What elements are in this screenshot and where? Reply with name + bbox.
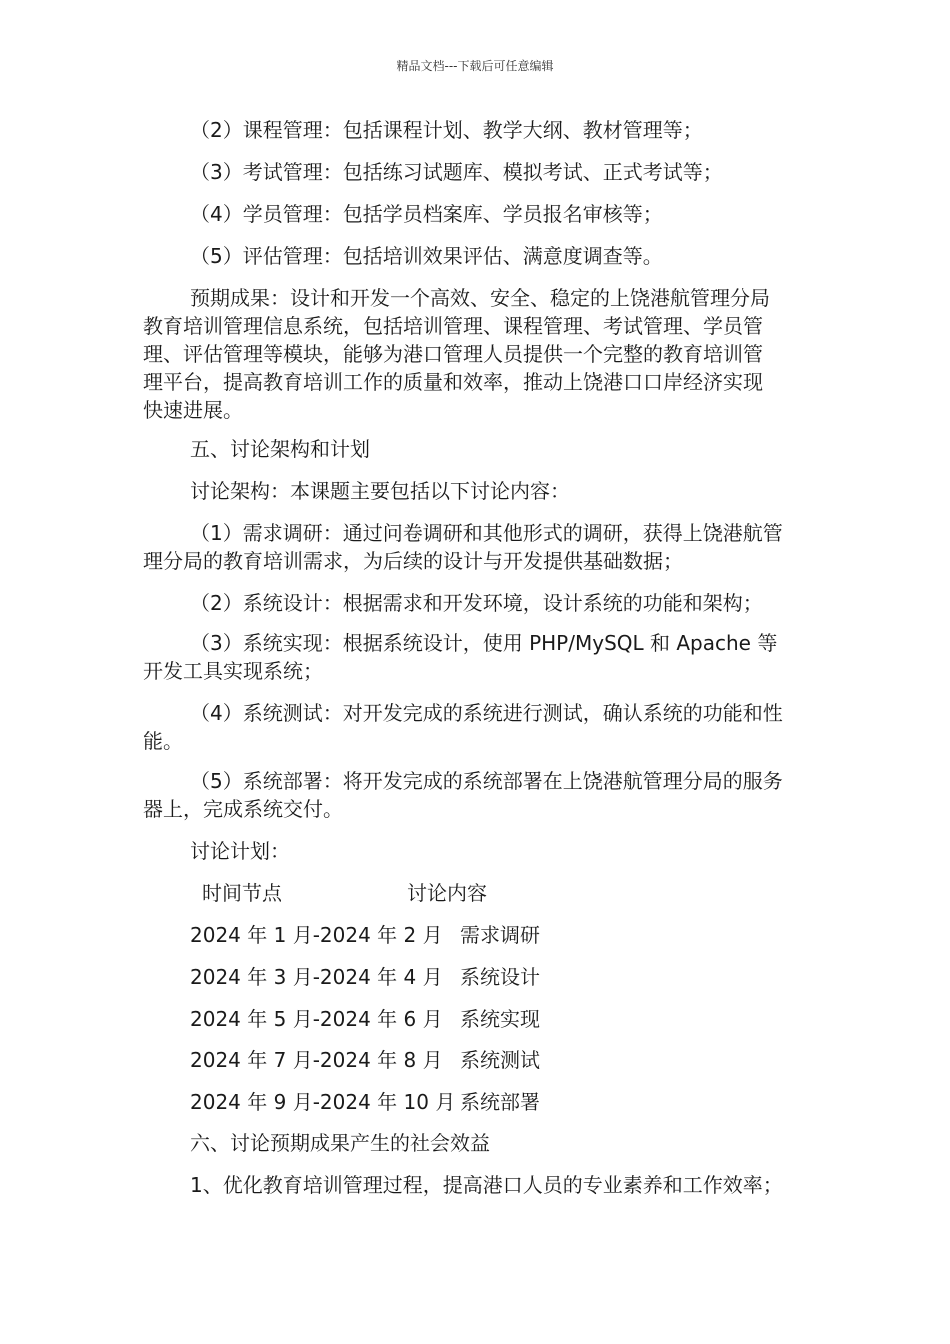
plan-row-time: 2024 年 7 月-2024 年 8 月: [190, 1048, 443, 1072]
plan-row-time: 2024 年 3 月-2024 年 4 月: [190, 965, 443, 989]
framework-item-continued: 能。: [143, 729, 183, 753]
framework-item-continued: 理分局的教育培训需求，为后续的设计与开发提供基础数据；: [143, 549, 683, 573]
expected-results-line: 快速进展。: [143, 398, 243, 422]
plan-row-content: 系统实现: [460, 1007, 540, 1031]
plan-row-content: 系统测试: [460, 1048, 540, 1072]
framework-item-continued: 开发工具实现系统；: [143, 659, 323, 683]
plan-header-time: 时间节点: [202, 881, 282, 905]
framework-item: （4）系统测试：对开发完成的系统进行测试，确认系统的功能和性: [190, 701, 783, 725]
expected-results-line: 预期成果：设计和开发一个高效、安全、稳定的上饶港航管理分局: [190, 286, 770, 310]
module-item: （2）课程管理：包括课程计划、教学大纲、教材管理等；: [190, 118, 703, 142]
plan-row-time: 2024 年 1 月-2024 年 2 月: [190, 923, 443, 947]
framework-item: （1）需求调研：通过问卷调研和其他形式的调研，获得上饶港航管: [190, 521, 783, 545]
framework-item: （2）系统设计：根据需求和开发环境，设计系统的功能和架构；: [190, 591, 763, 615]
expected-results-line: 理、评估管理等模块，能够为港口管理人员提供一个完整的教育培训管: [143, 342, 763, 366]
plan-row-time: 2024 年 5 月-2024 年 6 月: [190, 1007, 443, 1031]
expected-results-line: 教育培训管理信息系统，包括培训管理、课程管理、考试管理、学员管: [143, 314, 763, 338]
plan-header-content: 讨论内容: [407, 881, 487, 905]
plan-intro: 讨论计划：: [190, 839, 290, 863]
section-heading: 六、讨论预期成果产生的社会效益: [190, 1131, 490, 1155]
plan-row-content: 系统部署: [460, 1090, 540, 1114]
module-item: （5）评估管理：包括培训效果评估、满意度调查等。: [190, 244, 663, 268]
framework-item: （5）系统部署：将开发完成的系统部署在上饶港航管理分局的服务: [190, 769, 783, 793]
module-item: （3）考试管理：包括练习试题库、模拟考试、正式考试等；: [190, 160, 723, 184]
framework-item-continued: 器上，完成系统交付。: [143, 797, 343, 821]
framework-intro: 讨论架构：本课题主要包括以下讨论内容：: [190, 479, 570, 503]
benefit-item: 1、优化教育培训管理过程，提高港口人员的专业素养和工作效率；: [190, 1173, 783, 1197]
section-heading: 五、讨论架构和计划: [190, 437, 370, 461]
module-item: （4）学员管理：包括学员档案库、学员报名审核等；: [190, 202, 663, 226]
plan-row-time: 2024 年 9 月-2024 年 10 月: [190, 1090, 456, 1114]
framework-item: （3）系统实现：根据系统设计，使用 PHP/MySQL 和 Apache 等: [190, 631, 778, 655]
page-header: 精品文档---下载后可任意编辑: [396, 59, 554, 73]
plan-row-content: 需求调研: [460, 923, 540, 947]
expected-results-line: 理平台，提高教育培训工作的质量和效率，推动上饶港口口岸经济实现: [143, 370, 763, 394]
plan-row-content: 系统设计: [460, 965, 540, 989]
